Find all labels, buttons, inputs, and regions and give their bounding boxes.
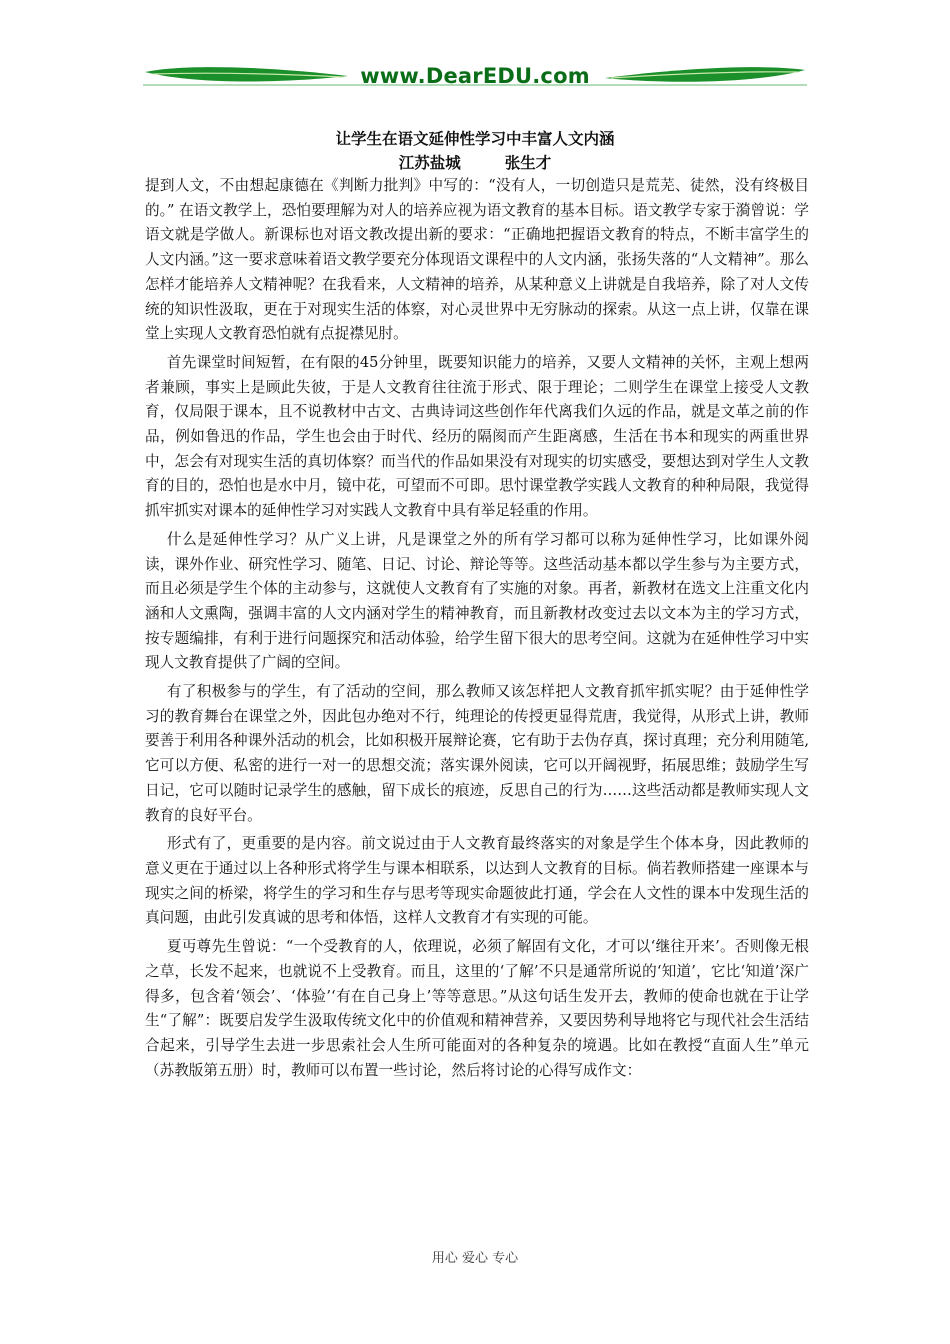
site-header-banner — [143, 62, 807, 92]
paragraph-3: 什么是延伸性学习？从广义上讲，凡是课堂之外的所有学习都可以称为延伸性学习，比如课外阅读，课外作业、研究性学习、随笔、日记、讨论、辩论等等。这些活动基本都以学生参与为主要方式，而且必须是学生个体的主动参与，这就使人文教育有了实施的对象。再者，新教材在选文上注重文化内涵和人文熏陶，强调丰富的人文内涵对学生的精神教育，而且新教材改变过去以文本为主的学习方式，按专题编排，有利于进行问题探究和活动体验，给学生留下很大的思考空间。这就为在延伸性学习中实现人文教育提供了广阔的空间。 — [145, 530, 809, 672]
paragraph-2: 首先课堂时间短暂，在有限的45分钟里，既要知识能力的培养，又要人文精神的关怀，主观上想两者兼顾，事实上是顾此失彼，于是人文教育往往流于形式、限于理论；二则学生在课堂上接受人文教育，仅局限于课本，且不说教材中古文、古典诗词这些创作年代离我们久远的作品，就是文革之前的作品，例如鲁迅的作品，学生也会由于时代、经历的隔阂而产生距离感，生活在书本和现实的两重世界中，怎会有对现实生活的真切体察？而当代的作品如果没有对现实的切实感受，要想达到对学生人文教育的目的，恐怕也是水中月，镜中花，可望而不可即。思忖课堂教学实践人文教育的种种局限，我觉得抓牢抓实对课本的延伸性学习对实践人文教育中具有举足轻重的作用。 — [145, 353, 809, 520]
site-logo-text: www.DearEDU.com — [360, 64, 590, 88]
paragraph-4: 有了积极参与的学生，有了活动的空间，那么教师又该怎样把人文教育抓牢抓实呢？由于延伸性学习的教育舞台在课堂之外，因此包办绝对不行，纯理论的传授更显得荒唐，我觉得，从形式上讲，教师要善于利用各种课外活动的机会，比如积极开展辩论赛，它有助于去伪存真，探讨真理；充分利用随笔,它可以方便、私密的进行一对一的思想交流；落实课外阅读，它可以开阔视野，拓展思维；鼓励学生写日记，它可以随时记录学生的感触，留下成长的痕迹，反思自己的行为……这些活动都是教师实现人文教育的良好平台。 — [145, 683, 809, 824]
paragraph-6: 夏丏尊先生曾说：“一个受教育的人，依理说，必须了解固有文化，才可以‘继往开来’。否则像无根之草，长发不起来，也就说不上受教育。而且，这里的‘了解’不只是通常所说的‘知道’，它比‘知道’深广得多，包含着‘领会’、‘体验’‘有在自己身上’等等意思。”从这句话生发开去，教师的使命也就在于让学生“了解”：既要启发学生汲取传统文化中的价值观和精神营养，又要因势利导地将它与现代社会生活结合起来，引导学生去进一步思索社会人生所可能面对的各种复杂的境遇。比如在教授“直面人生”单元（苏教版第五册）时，教师可以布置一些讨论，然后将讨论的心得写成作文： — [145, 938, 809, 1079]
article-author-line — [0, 151, 950, 175]
page-footer: 用心 爱心 专心 — [431, 1251, 519, 1266]
paragraph-1: 提到人文，不由想起康德在《判断力批判》中写的：“没有人，一切创造只是荒芜、徒然，没有终极目的。” 在语文教学上，恐怕要理解为对人的培养应视为语文教育的基本目标。语文教学专家于漪曾说：学语文就是学做人。新课标也对语文教改提出新的要求：“正确地把握语文教育的特点，不断丰富学生的人文内涵。”这一要求意味着语文教学要充分体现语文课程中的人文内涵，张扬失落的“人文精神”。那么怎样才能培养人文精神呢？在我看来，人文精神的培养，从某种意义上讲就是自我培养，除了对人文传统的知识性汲取，更在于对现实生活的体察，对心灵世界中无穷脉动的探索。从这一点上讲，仅靠在课堂上实现人文教育恐怕就有点捉襟见肘。 — [145, 177, 809, 343]
author-place: 江苏盐城 — [398, 154, 461, 172]
author-name: 张生才 — [504, 154, 552, 172]
article-title: 让学生在语文延伸性学习中丰富人文内涵 — [335, 130, 615, 148]
article-body — [145, 174, 809, 1087]
paragraph-5: 形式有了，更重要的是内容。前文说过由于人文教育最终落实的对象是学生个体本身，因此教师的意义更在于通过以上各种形式将学生与课本相联系，以达到人文教育的目标。倘若教师搭建一座课本与现实之间的桥梁，将学生的学习和生存与思考等现实命题彼此打通，学会在人文性的课本中发现生活的真问题，由此引发真诚的思考和体悟，这样人文教育才有实现的可能。 — [145, 835, 809, 927]
